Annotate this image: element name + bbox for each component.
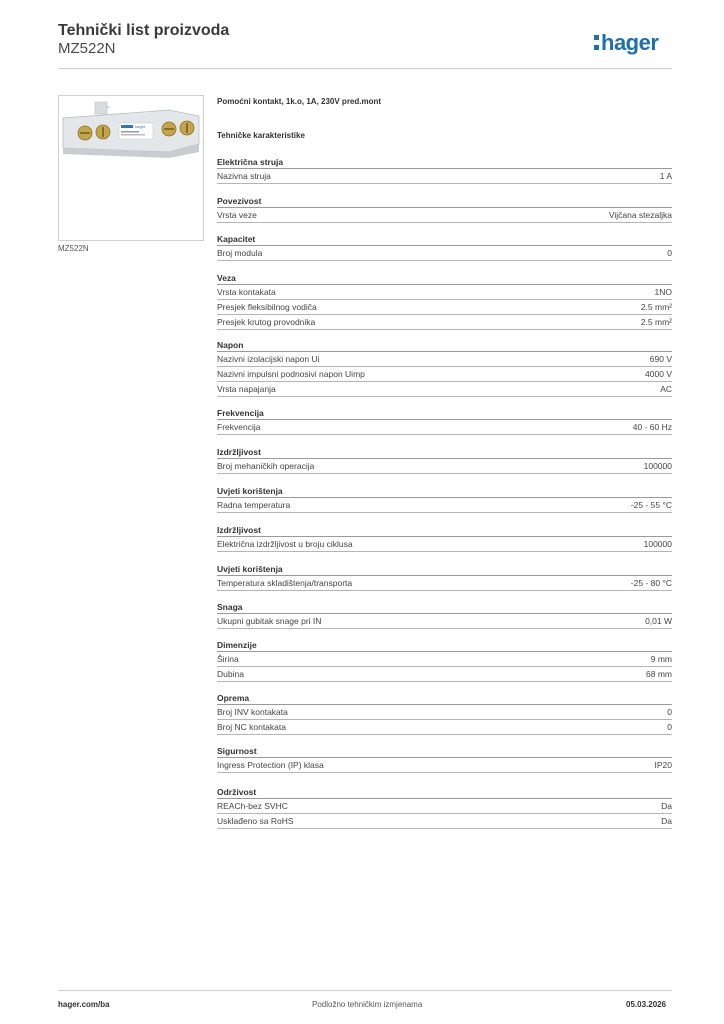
spec-label: Vrsta veze [217,210,257,220]
spec-value: 0,01 W [645,616,672,626]
spec-group [217,601,672,629]
spec-group [217,339,672,397]
spec-value: -25 - 55 °C [630,500,672,510]
spec-group-title: Oprema [217,692,672,705]
spec-label: Broj INV kontakata [217,707,288,717]
spec-label: Broj mehaničkih operacija [217,461,315,471]
spec-value: 690 V [649,354,672,364]
spec-row [217,459,672,474]
spec-group [217,524,672,552]
footer-divider [58,990,672,991]
spec-row [217,285,672,300]
spec-row [217,352,672,367]
spec-value: Da [661,816,672,826]
spec-group [217,563,672,591]
spec-row [217,246,672,261]
page-title: Tehnički list proizvoda [58,22,230,39]
logo-text: hager [601,30,659,55]
spec-value: 4000 V [645,369,672,379]
product-code-heading: MZ522N [58,40,116,57]
spec-group-title: Frekvencija [217,407,672,420]
spec-value: 0 [667,722,672,732]
spec-row [217,169,672,184]
spec-label: Vrsta napajanja [217,384,276,394]
spec-label: Usklađeno sa RoHS [217,816,294,826]
spec-label: Ingress Protection (IP) klasa [217,760,324,770]
spec-value: 2.5 mm² [640,317,672,327]
header-divider [58,68,672,69]
spec-value: IP20 [654,760,672,770]
spec-value: Da [661,801,672,811]
spec-label: Broj modula [217,248,263,258]
spec-group-title: Dimenzije [217,639,672,652]
spec-group-title: Napon [217,339,672,352]
spec-row [217,382,672,397]
product-description: Pomoćni kontakt, 1k.o, 1A, 230V pred.mont [217,97,382,106]
spec-label: Širina [217,654,239,664]
spec-row [217,315,672,330]
spec-value: 2.5 mm² [640,302,672,312]
hager-logo [594,30,658,56]
spec-group-title: Povezivost [217,195,672,208]
spec-value: 0 [667,248,672,258]
spec-group-title: Uvjeti korištenja [217,563,672,576]
footer-website: hager.com/ba [58,1000,110,1009]
spec-value: Vijčana stezaljka [608,210,672,220]
spec-value: 1NO [654,287,672,297]
technical-characteristics-heading: Tehničke karakteristike [217,131,305,140]
spec-group [217,407,672,435]
spec-value: 1 A [659,171,672,181]
spec-group [217,692,672,735]
spec-group-title: Veza [217,272,672,285]
spec-row [217,208,672,223]
spec-value: 9 mm [650,654,672,664]
spec-label: Presjek krutog provodnika [217,317,316,327]
footer-note: Podložno tehničkim izmjenama [312,1000,423,1009]
spec-group [217,272,672,330]
spec-group [217,195,672,223]
spec-value: AC [660,384,672,394]
spec-row [217,799,672,814]
spec-group-title: Uvjeti korištenja [217,485,672,498]
spec-value: 68 mm [646,669,672,679]
spec-group-title: Sigurnost [217,745,672,758]
spec-group [217,156,672,184]
spec-row [217,300,672,315]
spec-group [217,745,672,773]
spec-group-title: Izdržljivost [217,446,672,459]
spec-row [217,720,672,735]
spec-group [217,446,672,474]
spec-value: 0 [667,707,672,717]
spec-row [217,705,672,720]
product-image-caption: MZ522N [58,244,89,253]
spec-label: Presjek fleksibilnog vodiča [217,302,317,312]
spec-value: -25 - 80 °C [630,578,672,588]
spec-label: Dubina [217,669,244,679]
product-image [58,95,204,241]
spec-label: Nazivni izolacijski napon Ui [217,354,320,364]
spec-row [217,420,672,435]
spec-group-title: Održivost [217,786,672,799]
spec-value: 100000 [643,539,672,549]
spec-label: Radna temperatura [217,500,291,510]
spec-group [217,485,672,513]
spec-group-title: Izdržljivost [217,524,672,537]
spec-row [217,576,672,591]
spec-row [217,758,672,773]
spec-label: Nazivni impulsni podnosivi napon Uimp [217,369,365,379]
spec-group-title: Kapacitet [217,233,672,246]
spec-row [217,652,672,667]
spec-value: 100000 [643,461,672,471]
spec-value: 40 - 60 Hz [632,422,672,432]
spec-label: Vrsta kontakata [217,287,276,297]
spec-row [217,537,672,552]
spec-group [217,233,672,261]
spec-label: Broj NC kontakata [217,722,286,732]
spec-row [217,814,672,829]
footer-date: 05.03.2026 [626,1000,667,1009]
spec-label: Frekvencija [217,422,261,432]
spec-group [217,639,672,682]
spec-label: Ukupni gubitak snage pri IN [217,616,322,626]
spec-label: Temperatura skladištenja/transporta [217,578,353,588]
spec-row [217,367,672,382]
spec-group [217,786,672,829]
spec-row [217,667,672,682]
spec-group-title: Snaga [217,601,672,614]
spec-group-title: Električna struja [217,156,672,169]
product-label-text: hager [135,124,146,129]
spec-label: Električna izdržljivost u broju ciklusa [217,539,353,549]
spec-row [217,498,672,513]
spec-label: REACh-bez SVHC [217,801,288,811]
spec-row [217,614,672,629]
product-illustration [59,96,203,240]
spec-label: Nazivna struja [217,171,271,181]
